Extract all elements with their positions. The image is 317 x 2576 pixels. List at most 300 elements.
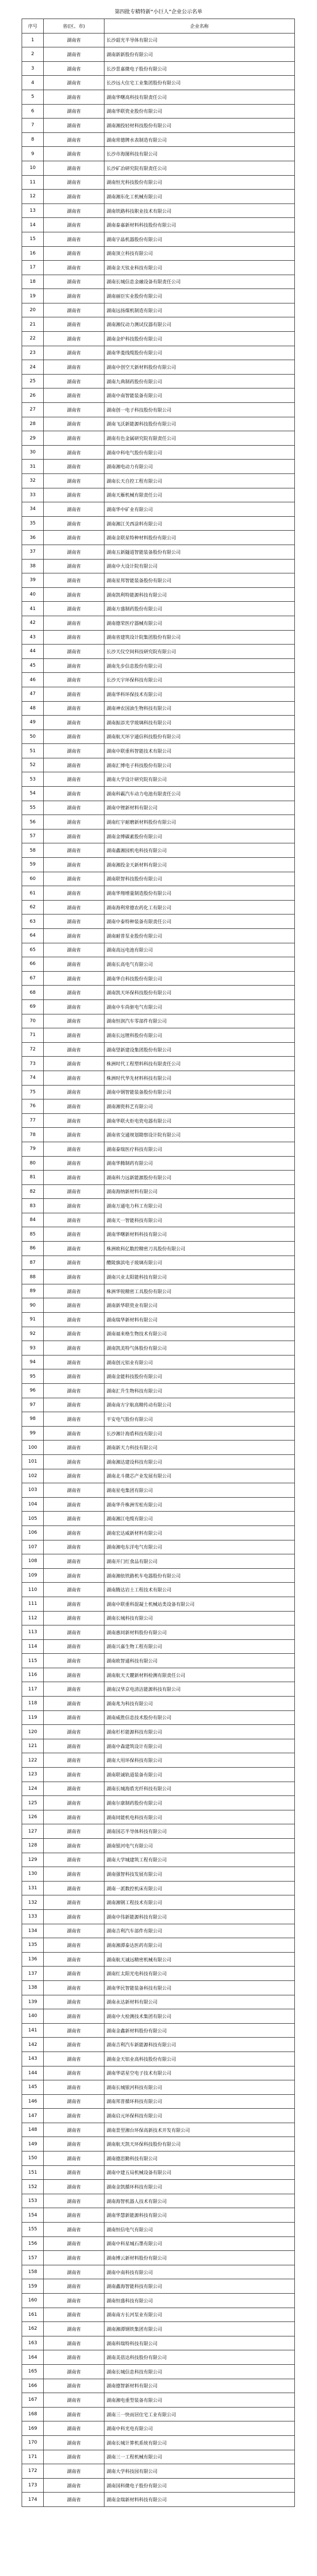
row-company: 湖南长城银河科技有限公司 (104, 2080, 295, 2095)
row-index: 115 (22, 1654, 44, 1668)
row-province: 湖南省 (44, 730, 104, 744)
row-province: 湖南省 (44, 1710, 104, 1725)
table-row (22, 1512, 295, 1526)
row-province: 湖南省 (44, 2109, 104, 2123)
table-row (22, 1355, 295, 1369)
table-row (22, 602, 295, 616)
row-province: 湖南省 (44, 2308, 104, 2322)
table-row (22, 658, 295, 673)
table-row (22, 2023, 295, 2038)
row-province: 湖南省 (44, 2364, 104, 2379)
row-index: 88 (22, 1270, 44, 1284)
table-row (22, 1156, 295, 1171)
table-row (22, 90, 295, 104)
table-row (22, 1042, 295, 1057)
row-index: 101 (22, 1454, 44, 1469)
row-company: 湖南耐普泵业股份有限公司 (104, 929, 295, 943)
row-province: 湖南省 (44, 431, 104, 446)
row-index: 87 (22, 1256, 44, 1270)
row-index: 46 (22, 673, 44, 687)
row-index: 164 (22, 2350, 44, 2365)
row-province: 湖南省 (44, 1298, 104, 1313)
table-row (22, 1568, 295, 1583)
row-index: 150 (22, 2151, 44, 2166)
row-province: 湖南省 (44, 403, 104, 417)
row-province: 湖南省 (44, 2194, 104, 2208)
row-company: 湖南海利常德农药化工有限公司 (104, 900, 295, 914)
row-company: 湖南华菱线缆股份有限公司 (104, 346, 295, 360)
row-company: 湖南汇升生物科技有限公司 (104, 1384, 295, 1398)
table-row (22, 986, 295, 1000)
row-province: 湖南省 (44, 1497, 104, 1512)
row-index: 18 (22, 275, 44, 289)
row-province: 湖南省 (44, 1668, 104, 1682)
row-company: 湖南航天天麓新材料检测有限责任公司 (104, 1668, 295, 1682)
row-province: 湖南省 (44, 175, 104, 190)
table-row (22, 1839, 295, 1853)
row-index: 95 (22, 1369, 44, 1384)
row-company: 湖南金博碳素股份有限公司 (104, 829, 295, 843)
row-province: 湖南省 (44, 488, 104, 502)
row-company: 湖南华升株洲雪松有限公司 (104, 1497, 295, 1512)
row-company: 湖南大学城建筑工程有限公司 (104, 1853, 295, 1867)
table-row (22, 559, 295, 573)
row-company: 长沙天仪空间科技研究院有限公司 (104, 645, 295, 659)
row-index: 92 (22, 1327, 44, 1341)
row-province: 湖南省 (44, 2407, 104, 2421)
header-index: 序号 (22, 19, 44, 33)
row-province: 湖南省 (44, 829, 104, 843)
row-company: 湖南中泰特种装备有限责任公司 (104, 914, 295, 929)
row-index: 165 (22, 2364, 44, 2379)
row-company: 长沙韶光半导体有限公司 (104, 33, 295, 47)
row-company: 湖南湘东化工机械有限公司 (104, 190, 295, 204)
table-row (22, 886, 295, 901)
table-row (22, 1682, 295, 1697)
row-index: 16 (22, 246, 44, 261)
row-company: 湖南三一快而居住宅工业有限公司 (104, 2407, 295, 2421)
row-province: 湖南省 (44, 2223, 104, 2237)
table-row (22, 360, 295, 375)
row-province: 湖南省 (44, 716, 104, 730)
row-index: 14 (22, 218, 44, 232)
table-row (22, 261, 295, 275)
row-index: 138 (22, 1980, 44, 1995)
row-company: 湖南金天钛业科技有限公司 (104, 261, 295, 275)
table-row (22, 716, 295, 730)
row-company: 湖南大用环保科技有限公司 (104, 1753, 295, 1768)
row-company: 湖南兆为科技有限公司 (104, 1697, 295, 1711)
row-company: 湖南顶立科技有限公司 (104, 246, 295, 261)
row-index: 53 (22, 772, 44, 787)
row-index: 152 (22, 2180, 44, 2194)
row-province: 湖南省 (44, 701, 104, 716)
row-province: 湖南省 (44, 2379, 104, 2393)
row-index: 140 (22, 2009, 44, 2024)
row-province: 湖南省 (44, 47, 104, 62)
row-index: 28 (22, 417, 44, 431)
row-province: 湖南省 (44, 1568, 104, 1583)
table-row (22, 502, 295, 517)
row-company: 湖南国科微电子股份有限公司 (104, 2478, 295, 2493)
row-company: 湖南金炉科技股份有限公司 (104, 332, 295, 346)
row-company: 湖南中森建筑设计有限公司 (104, 1739, 295, 1753)
row-index: 86 (22, 1242, 44, 1256)
table-row (22, 47, 295, 62)
row-province: 湖南省 (44, 2151, 104, 2166)
row-province: 湖南省 (44, 630, 104, 645)
row-index: 127 (22, 1824, 44, 1839)
table-row (22, 104, 295, 118)
row-index: 48 (22, 701, 44, 716)
row-province: 湖南省 (44, 2294, 104, 2308)
row-company: 湖南邦普循环科技有限公司 (104, 2094, 295, 2109)
row-province: 湖南省 (44, 929, 104, 943)
table-row (22, 1341, 295, 1355)
row-province: 湖南省 (44, 2421, 104, 2436)
table-row (22, 1753, 295, 1768)
row-province: 湖南省 (44, 1412, 104, 1427)
row-province: 湖南省 (44, 2251, 104, 2265)
row-index: 90 (22, 1298, 44, 1313)
row-index: 151 (22, 2165, 44, 2180)
table-row (22, 957, 295, 972)
table-row (22, 2364, 295, 2379)
row-company: 湖南中联重科智能技术有限公司 (104, 744, 295, 758)
table-row (22, 1085, 295, 1099)
row-province: 湖南省 (44, 502, 104, 517)
row-province: 湖南省 (44, 1639, 104, 1654)
row-province: 湖南省 (44, 986, 104, 1000)
table-body (22, 33, 295, 2506)
row-index: 19 (22, 289, 44, 303)
row-index: 54 (22, 787, 44, 801)
table-row (22, 787, 295, 801)
row-company: 湖南金凯循环科技有限公司 (104, 2180, 295, 2194)
table-row (22, 147, 295, 161)
row-company: 湖南华翔增量制造股份有限公司 (104, 886, 295, 901)
row-province: 湖南省 (44, 573, 104, 588)
row-province: 湖南省 (44, 445, 104, 460)
table-row (22, 76, 295, 90)
table-row (22, 516, 295, 531)
row-company: 湖南金联星特种材料股份有限公司 (104, 531, 295, 545)
row-province: 湖南省 (44, 1454, 104, 1469)
row-company: 湖南大学科技园有限公司 (104, 2464, 295, 2479)
table-row (22, 1909, 295, 1924)
row-company: 湖南中科星城石墨有限公司 (104, 2236, 295, 2251)
row-index: 52 (22, 758, 44, 772)
table-row (22, 630, 295, 645)
row-index: 29 (22, 431, 44, 446)
row-province: 湖南省 (44, 90, 104, 104)
row-province: 湖南省 (44, 2080, 104, 2095)
row-province: 湖南省 (44, 1028, 104, 1043)
table-row (22, 730, 295, 744)
row-province: 湖南省 (44, 687, 104, 701)
row-company: 湖南省建筑设计院集团股份有限公司 (104, 630, 295, 645)
table-row (22, 1796, 295, 1810)
row-index: 39 (22, 573, 44, 588)
row-province: 湖南省 (44, 1924, 104, 1938)
row-province: 湖南省 (44, 587, 104, 602)
row-province: 湖南省 (44, 76, 104, 90)
row-company: 湖南杉杉能源科技有限公司 (104, 1725, 295, 1739)
table-row (22, 2208, 295, 2223)
row-company: 湖南中南科技有限公司 (104, 2265, 295, 2279)
row-company: 湖南红宇耐磨新材料股份有限公司 (104, 815, 295, 829)
table-row (22, 332, 295, 346)
row-index: 84 (22, 1213, 44, 1227)
table-row (22, 573, 295, 588)
row-company: 长沙天宇环保科技有限公司 (104, 673, 295, 687)
row-company: 湖南湘潭泰达医药有限公司 (104, 1938, 295, 1953)
row-company: 湖南新天力科技有限公司 (104, 1440, 295, 1455)
table-row (22, 2478, 295, 2493)
row-province: 湖南省 (44, 1313, 104, 1327)
row-index: 24 (22, 360, 44, 375)
row-province: 湖南省 (44, 1057, 104, 1071)
row-index: 63 (22, 914, 44, 929)
row-company: 湖南新新股份有限公司 (104, 47, 295, 62)
row-company: 醴陵旗滨电子玻璃有限公司 (104, 1256, 295, 1270)
row-index: 108 (22, 1554, 44, 1569)
row-company: 湖南长天自控工程有限公司 (104, 474, 295, 488)
row-company: 湖南湘依铁路机车电器股份有限公司 (104, 1568, 295, 1583)
row-company: 湖南常德牌水表制造有限公司 (104, 132, 295, 147)
row-index: 85 (22, 1227, 44, 1242)
row-province: 湖南省 (44, 1085, 104, 1099)
table-row (22, 445, 295, 460)
row-index: 103 (22, 1483, 44, 1498)
row-province: 湖南省 (44, 1042, 104, 1057)
table-row (22, 1242, 295, 1256)
row-province: 湖南省 (44, 1184, 104, 1199)
row-province: 湖南省 (44, 61, 104, 76)
table-row (22, 1540, 295, 1554)
row-province: 湖南省 (44, 1895, 104, 1910)
row-index: 143 (22, 2052, 44, 2066)
table-row (22, 1071, 295, 1085)
row-company: 湖南欧智通科技有限公司 (104, 1654, 295, 1668)
row-index: 72 (22, 1042, 44, 1057)
row-index: 45 (22, 658, 44, 673)
row-index: 34 (22, 502, 44, 517)
table-row (22, 1980, 295, 1995)
row-province: 湖南省 (44, 1540, 104, 1554)
row-company: 湖南汉华京电清洁能源科技有限公司 (104, 1682, 295, 1697)
row-province: 湖南省 (44, 531, 104, 545)
table-row (22, 843, 295, 858)
row-company: 湖南德荣医疗器械有限公司 (104, 616, 295, 630)
row-index: 80 (22, 1156, 44, 1171)
row-province: 湖南省 (44, 204, 104, 218)
row-province: 湖南省 (44, 289, 104, 303)
table-row (22, 829, 295, 843)
table-row (22, 900, 295, 914)
row-index: 110 (22, 1583, 44, 1597)
row-index: 104 (22, 1497, 44, 1512)
row-company: 湖南中科电气股份有限公司 (104, 445, 295, 460)
row-company: 湖南中南智能装备有限公司 (104, 388, 295, 403)
table-row (22, 999, 295, 1014)
row-province: 湖南省 (44, 190, 104, 204)
table-row (22, 175, 295, 190)
row-province: 湖南省 (44, 516, 104, 531)
row-province: 湖南省 (44, 1782, 104, 1796)
row-province: 湖南省 (44, 2137, 104, 2151)
row-province: 湖南省 (44, 1384, 104, 1398)
row-index: 97 (22, 1398, 44, 1412)
row-province: 湖南省 (44, 104, 104, 118)
table-row (22, 587, 295, 602)
row-index: 44 (22, 645, 44, 659)
row-province: 湖南省 (44, 1398, 104, 1412)
row-province: 湖南省 (44, 460, 104, 474)
row-company: 湖南华慧新能源科技有限公司 (104, 2208, 295, 2223)
row-province: 湖南省 (44, 2165, 104, 2180)
row-province: 湖南省 (44, 1995, 104, 2009)
table-row (22, 1142, 295, 1156)
row-province: 湖南省 (44, 275, 104, 289)
row-province: 湖南省 (44, 559, 104, 573)
row-company: 湖南中大检测技术集团有限公司 (104, 2009, 295, 2024)
table-row (22, 2464, 295, 2479)
table-row (22, 2435, 295, 2450)
table-row (22, 929, 295, 943)
table-row (22, 872, 295, 886)
row-province: 湖南省 (44, 957, 104, 972)
row-index: 20 (22, 303, 44, 317)
table-row (22, 1028, 295, 1043)
row-company: 湖南湘江关西涂料有限公司 (104, 516, 295, 531)
row-province: 湖南省 (44, 1867, 104, 1882)
row-index: 73 (22, 1057, 44, 1071)
row-province: 湖南省 (44, 374, 104, 388)
row-company: 湖南金瑞新材料科技有限公司 (104, 2493, 295, 2507)
table-row (22, 1867, 295, 1882)
row-province: 湖南省 (44, 2094, 104, 2109)
row-index: 125 (22, 1796, 44, 1810)
row-index: 162 (22, 2322, 44, 2336)
row-province: 湖南省 (44, 2123, 104, 2137)
row-province: 湖南省 (44, 1583, 104, 1597)
row-index: 36 (22, 531, 44, 545)
table-row (22, 1113, 295, 1128)
row-company: 湖南万通电力科工有限公司 (104, 1199, 295, 1213)
table-row (22, 1227, 295, 1242)
row-company: 湖南银河电气有限公司 (104, 1839, 295, 1853)
row-company: 湖南神农国油生物科技有限公司 (104, 701, 295, 716)
row-company: 湖南长城海盾光纤科技有限公司 (104, 1782, 295, 1796)
row-index: 98 (22, 1412, 44, 1427)
row-province: 湖南省 (44, 1270, 104, 1284)
row-index: 133 (22, 1909, 44, 1924)
row-province: 湖南省 (44, 1113, 104, 1128)
table-row (22, 1967, 295, 1981)
row-province: 湖南省 (44, 1128, 104, 1142)
row-company: 湖南丽臣实业股份有限公司 (104, 289, 295, 303)
table-row (22, 801, 295, 815)
row-company: 湖南中建五局机械设备有限公司 (104, 2165, 295, 2180)
row-company: 湖南三一工程机械有限公司 (104, 2450, 295, 2464)
table-row (22, 2350, 295, 2365)
row-province: 湖南省 (44, 246, 104, 261)
table-row (22, 346, 295, 360)
row-index: 116 (22, 1668, 44, 1682)
row-index: 136 (22, 1952, 44, 1967)
row-province: 湖南省 (44, 2493, 104, 2507)
row-province: 湖南省 (44, 232, 104, 246)
row-province: 湖南省 (44, 2350, 104, 2365)
table-row (22, 1938, 295, 1953)
row-province: 湖南省 (44, 1171, 104, 1185)
row-index: 6 (22, 104, 44, 118)
row-province: 湖南省 (44, 1611, 104, 1625)
row-company: 湖南航天凯天环保科技股份有限公司 (104, 2137, 295, 2151)
row-company: 湖南恒盛科技有限公司 (104, 2294, 295, 2308)
row-province: 湖南省 (44, 1227, 104, 1242)
row-company: 湖南长城计算机系统有限公司 (104, 2435, 295, 2450)
row-index: 77 (22, 1113, 44, 1128)
row-index: 65 (22, 943, 44, 957)
row-index: 25 (22, 374, 44, 388)
row-index: 2 (22, 47, 44, 62)
table-row (22, 1270, 295, 1284)
row-province: 湖南省 (44, 332, 104, 346)
table-row (22, 1327, 295, 1341)
row-index: 3 (22, 61, 44, 76)
row-index: 10 (22, 161, 44, 175)
row-province: 湖南省 (44, 360, 104, 375)
table-row (22, 190, 295, 204)
row-company: 湖南湘电东洋电气有限公司 (104, 1540, 295, 1554)
row-province: 湖南省 (44, 417, 104, 431)
row-index: 82 (22, 1184, 44, 1199)
table-row (22, 2236, 295, 2251)
table-row (22, 2265, 295, 2279)
row-province: 湖南省 (44, 645, 104, 659)
table-row (22, 1924, 295, 1938)
row-province: 湖南省 (44, 801, 104, 815)
row-index: 145 (22, 2080, 44, 2095)
row-company: 湖南创元铝业有限公司 (104, 1355, 295, 1369)
table-row (22, 2052, 295, 2066)
table-row (22, 2294, 295, 2308)
table-row (22, 2151, 295, 2166)
table-row (22, 2379, 295, 2393)
row-index: 61 (22, 886, 44, 901)
row-index: 117 (22, 1682, 44, 1697)
row-index: 1 (22, 33, 44, 47)
row-company: 湖南湘投轻材科技股份有限公司 (104, 118, 295, 133)
row-company: 湖南天一智能科技有限公司 (104, 1213, 295, 1227)
row-province: 湖南省 (44, 2023, 104, 2038)
row-index: 66 (22, 957, 44, 972)
row-province: 湖南省 (44, 545, 104, 559)
table-row (22, 1768, 295, 1782)
row-index: 71 (22, 1028, 44, 1043)
table-row (22, 1611, 295, 1625)
row-province: 湖南省 (44, 261, 104, 275)
table-row (22, 1639, 295, 1654)
row-index: 158 (22, 2265, 44, 2279)
table-row (22, 2066, 295, 2080)
row-index: 141 (22, 2023, 44, 2038)
table-row (22, 1782, 295, 1796)
row-index: 8 (22, 132, 44, 147)
table-row (22, 2194, 295, 2208)
